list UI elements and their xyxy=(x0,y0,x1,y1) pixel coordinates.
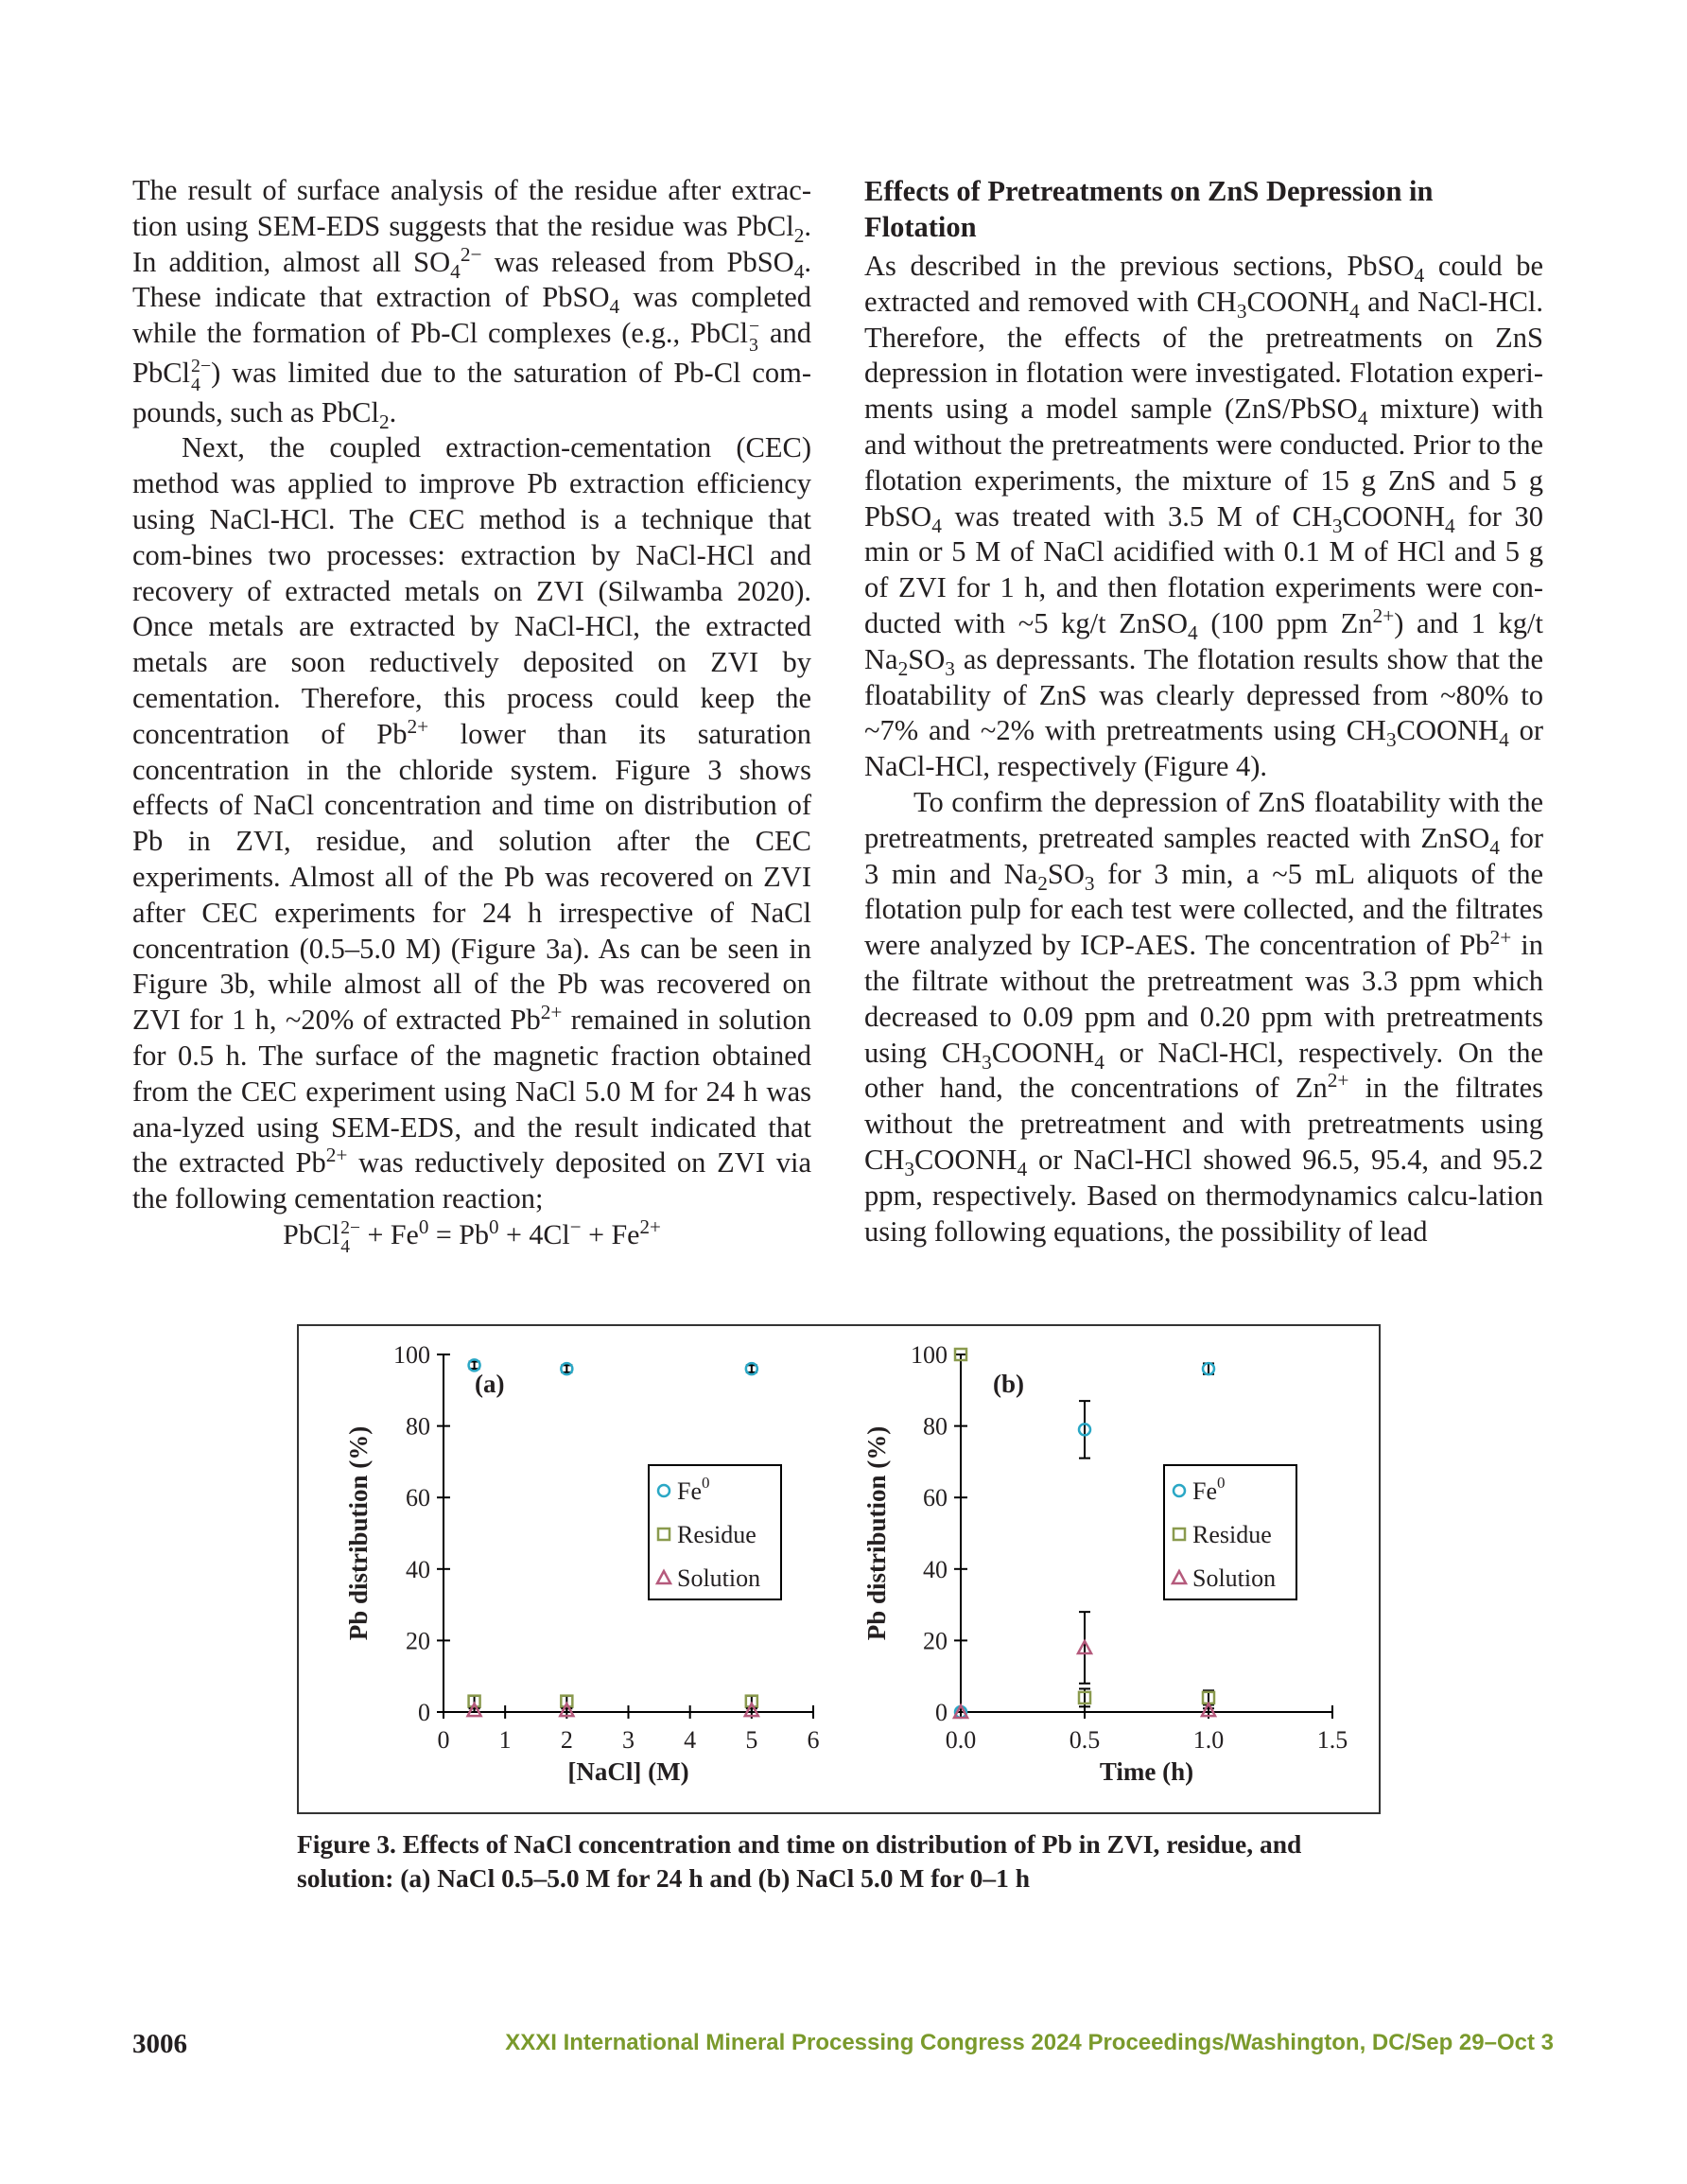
panel-a-x-tick-label: 3 xyxy=(622,1726,635,1754)
panel-b-y-axis-label: Pb distribution (%) xyxy=(862,1425,891,1641)
panel-a-legend-label-solution: Solution xyxy=(677,1564,761,1592)
paragraph-cec-method: Next, the coupled extraction-cementation (CEC) method was applied to improve Pb extraction efficiency using NaCl-HCl. The CEC method is a technique that com-bines two processes: extraction by NaCl-HCl and recovery of extracted metals on ZVI (Silwamba 2020). Once metals are extracted by NaCl-HCl, the extracted metals are soon reductively deposited on ZVI by cementation. Therefore, this process could keep the concentration of $Pb^{2+}$ lower than its saturation concentration in the chloride system. Figure 3 shows effects of NaCl concentration and time on distribution of Pb in ZVI, residue, and solution after the CEC experiments. Almost all of the Pb was recovered on ZVI after CEC experiments for 24 h irrespective of NaCl concentration (0.5–5.0 M) (Figure 3a). As can be seen in Figure 3b, while almost all of the Pb was recovered on ZVI for 1 h, ~20% of extracted $Pb^{2+}$ remained in solution for 0.5 h. The surface of the magnetic fraction obtained from the CEC experiment using NaCl 5.0 M for 24 h was ana-lyzed using SEM-EDS, and the result indicated that the extracted $Pb^{2+}$ was reductively deposited on ZVI via the following cementation reaction; xyxy=(132,431,811,1215)
conference-footer: XXXI International Mineral Processing Congress 2024 Proceedings/Washington, DC/Sep 29–Oct 3 xyxy=(505,2030,1554,2055)
panel-a-label: (a) xyxy=(475,1370,505,1398)
panel-a-y-tick-label: 0 xyxy=(418,1699,430,1726)
paragraph-pretreatment-effects: As described in the previous sections, PbSO$_4$ could be extracted and removed with $CH_3COONH_4$ and NaCl-HCl. Therefore, the effects of the pretreatments on ZnS depression in flotation were investigated. Flotation experi-ments using a model sample (ZnS/PbSO$_4$ mixture) with and without the pretreatments were conducted. Prior to the flotation experiments, the mixture of 15 g ZnS and 5 g PbSO$_4$ was treated with 3.5 M of $CH_3COONH_4$ for 30 min or 5 M of NaCl acidified with 0.1 M of HCl and 5 g of ZVI for 1 h, and then flotation experiments were con-ducted with ~5 kg/t ZnSO$_4$ (100 ppm $Zn^{2+}$) and 1 kg/t $Na_2SO_3$ as depressants. The flotation results show that the floatability of ZnS was clearly depressed from ~80% to ~7% and ~2% with pretreatments using $CH_3COONH_4$ or NaCl-HCl, respectively (Figure 4). xyxy=(864,250,1544,783)
panel-b-x-tick-label: 0.5 xyxy=(1069,1726,1101,1754)
panel-b-x-axis-label: Time (h) xyxy=(1099,1757,1194,1786)
figure-3-charts xyxy=(299,1326,1379,1812)
section-heading: Effects of Pretreatments on ZnS Depression in Flotation xyxy=(864,175,1434,243)
panel-b-y-tick-label: 80 xyxy=(923,1412,948,1441)
panel-a-x-tick-label: 6 xyxy=(807,1726,820,1754)
panel-a-y-axis-label: Pb distribution (%) xyxy=(344,1425,373,1641)
ion-notation: 2− 4 xyxy=(191,356,212,395)
panel-a-legend-label-fe-sup: 0 xyxy=(702,1474,710,1492)
panel-b-y-tick-label: 100 xyxy=(911,1341,948,1369)
panel-b-y-tick-label: 20 xyxy=(923,1627,948,1655)
figure-caption: Figure 3. Effects of NaCl concentration and time on distribution of Pb in ZVI, residue, and solution: (a) NaCl 0.5–5.0 M for 24 h and (b) NaCl 5.0 M for 0–1 h xyxy=(297,1829,1302,1893)
left-column xyxy=(132,173,811,1256)
panel-a-x-tick-label: 1 xyxy=(498,1726,512,1754)
panel-b-legend-label-residue: Residue xyxy=(1192,1521,1272,1548)
paragraph-confirmation: To confirm the depression of ZnS floatability with the pretreatments, pretreated samples reacted with ZnSO$_4$ for 3 min and $Na_2SO_3$ for 3 min, a ~5 mL aliquots of the flotation pulp for each test were collected, and the filtrates were analyzed by ICP-AES. The concentration of $Pb^{2+}$ in the filtrate without the pretreatment was 3.3 ppm which decreased to 0.09 ppm and 0.20 ppm with pretreatments using $CH_3COONH_4$ or NaCl-HCl, respectively. On the other hand, the concentrations of $Zn^{2+}$ in the filtrates without the pretreatment and with pretreatments using $CH_3COONH_4$ or NaCl-HCl showed 96.5, 95.4, and 95.2 ppm, respectively. Based on thermodynamics calcu-lation using following equations, the possibility of lead xyxy=(864,785,1543,1248)
panel-a-legend-label-fe: Fe xyxy=(677,1477,702,1505)
panel-a-y-tick-label: 20 xyxy=(406,1627,430,1655)
paragraph-surface-analysis: The result of surface analysis of the residue after extrac-tion using SEM-EDS suggests that the residue was PbCl$_2$. In addition, almost all $SO_4^{2-}$ was released from PbSO$_4$. These indicate that extraction of PbSO$_4$ was completed while the formation of Pb-Cl complexes (e.g., PbCl − 3 and PbCl 2− 4 ) was limited due to the saturation of Pb-Cl com-pounds, such as PbCl$_2$. xyxy=(132,174,811,433)
panel-a-x-tick-label: 0 xyxy=(437,1726,450,1754)
panel-b-y-tick-label: 0 xyxy=(935,1699,948,1726)
panel-a-y-tick-label: 60 xyxy=(406,1484,430,1512)
panel-b-x-tick-label: 1.0 xyxy=(1192,1726,1225,1754)
ion-notation: − 3 xyxy=(748,316,760,357)
panel-a-y-tick-label: 40 xyxy=(406,1555,430,1583)
panel-b-legend-label-solution: Solution xyxy=(1192,1564,1277,1592)
panel-a-x-axis-label: [NaCl] (M) xyxy=(567,1757,689,1786)
panel-b-x-tick-label: 0.0 xyxy=(945,1726,977,1754)
right-column xyxy=(864,173,1543,1249)
panel-b-y-tick-label: 60 xyxy=(923,1484,948,1512)
panel-b-label: (b) xyxy=(993,1370,1024,1398)
figure-3 xyxy=(297,1324,1381,1814)
panel-b-x-tick-label: 1.5 xyxy=(1316,1726,1348,1754)
page-number: 3006 xyxy=(132,2029,187,2059)
panel-a-y-tick-label: 100 xyxy=(393,1341,430,1369)
ion-notation: 2− 4 xyxy=(340,1218,360,1257)
panel-a-x-tick-label: 5 xyxy=(745,1726,758,1754)
cementation-equation: PbCl 2− 4 + $Fe^0 = Pb^0 + 4Cl^- + Fe^{2+}$ xyxy=(283,1214,661,1257)
panel-a-legend-label-residue: Residue xyxy=(677,1521,757,1548)
panel-a-x-tick-label: 2 xyxy=(560,1726,573,1754)
panel-a-y-tick-label: 80 xyxy=(406,1412,430,1441)
panel-b-legend-label-fe-sup: 0 xyxy=(1217,1474,1226,1492)
panel-b-y-tick-label: 40 xyxy=(923,1555,948,1583)
panel-b-legend-label-fe: Fe xyxy=(1192,1477,1217,1505)
panel-a-x-tick-label: 4 xyxy=(684,1726,697,1754)
